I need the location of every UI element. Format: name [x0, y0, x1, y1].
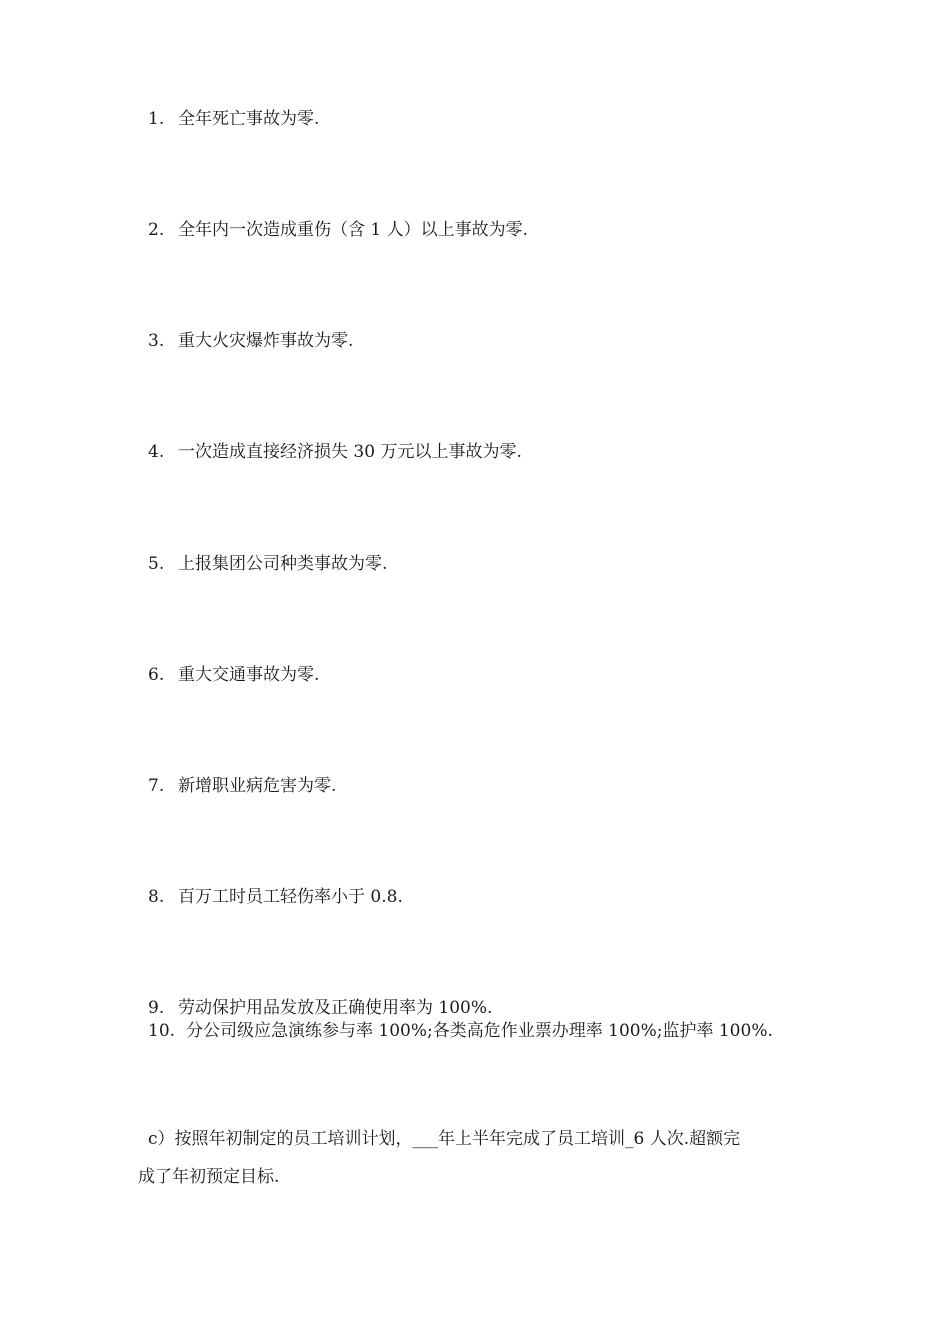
list-item: [148, 219, 528, 241]
list-item: [148, 441, 522, 463]
paragraph-line-1-text: c）按照年初制定的员工培训计划，___年上半年完成了员工培训_6 人次.超额完: [148, 1129, 741, 1149]
item-number: 2.: [148, 220, 165, 240]
training-paragraph: [138, 1120, 828, 1196]
item-number: 9.: [148, 998, 165, 1018]
item-text: 分公司级应急演练参与率 100%;各类高危作业票办理率 100%;监护率 100%.: [186, 1021, 773, 1041]
list-item: [148, 1020, 773, 1042]
list-item: [148, 553, 387, 575]
item-text: 百万工时员工轻伤率小于 0.8.: [178, 887, 403, 907]
item-number: 10.: [148, 1021, 176, 1041]
item-number: 6.: [148, 665, 165, 685]
paragraph-line: [138, 1120, 828, 1158]
list-item: [148, 997, 492, 1019]
item-text: 新增职业病危害为零.: [178, 776, 337, 796]
item-number: 1.: [148, 109, 165, 129]
item-text: 全年内一次造成重伤（含 1 人）以上事故为零.: [178, 220, 529, 240]
item-number: 5.: [148, 554, 165, 574]
list-item: [148, 664, 319, 686]
item-text: 劳动保护用品发放及正确使用率为 100%.: [178, 998, 493, 1018]
item-text: 一次造成直接经济损失 30 万元以上事故为零.: [178, 442, 522, 462]
item-number: 4.: [148, 442, 165, 462]
item-number: 8.: [148, 887, 165, 907]
item-text: 全年死亡事故为零.: [178, 109, 320, 129]
list-item: [148, 330, 353, 352]
item-text: 上报集团公司种类事故为零.: [178, 554, 388, 574]
item-number: 3.: [148, 331, 165, 351]
item-number: 7.: [148, 776, 165, 796]
list-item: [148, 775, 336, 797]
item-text: 重大火灾爆炸事故为零.: [178, 331, 354, 351]
list-item: [148, 886, 403, 908]
paragraph-line: 成了年初预定目标.: [138, 1167, 280, 1187]
list-item: [148, 108, 319, 130]
item-text: 重大交通事故为零.: [178, 665, 320, 685]
